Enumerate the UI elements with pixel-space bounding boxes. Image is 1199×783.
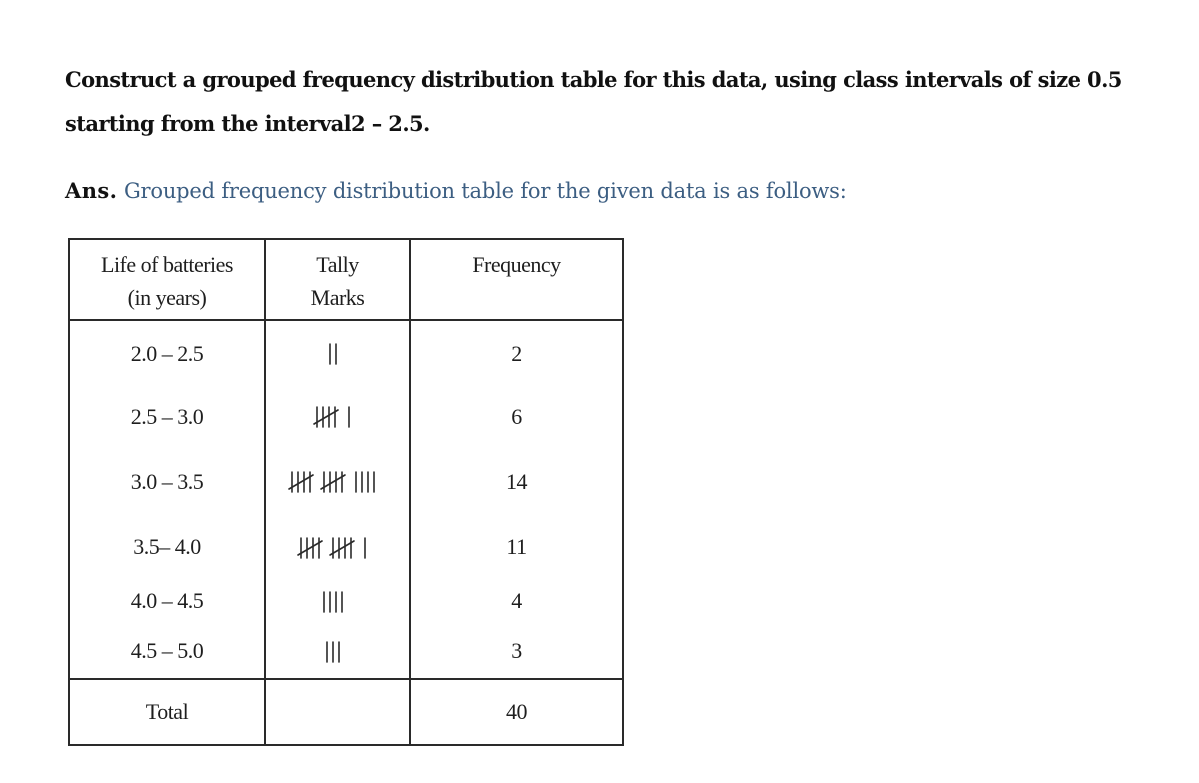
total-frequency: 40: [410, 679, 623, 745]
total-row: [69, 679, 623, 745]
table-row: [69, 320, 623, 386]
interval-cell: 4.0 – 4.5: [69, 578, 265, 624]
tally-marks: [326, 341, 350, 367]
interval-cell: 3.0 – 3.5: [69, 447, 265, 516]
answer-label: Ans.: [65, 178, 118, 203]
frequency-cell: 14: [410, 447, 623, 516]
frequency-cell: 3: [410, 624, 623, 679]
table-header-row: [69, 239, 623, 320]
tally-cell: [265, 386, 410, 447]
tally-marks: [323, 639, 353, 665]
table-row: [69, 624, 623, 679]
answer-line: [65, 173, 1165, 209]
header-tally-line1: Tally: [316, 252, 359, 277]
header-tally-line2: Marks: [310, 285, 365, 310]
header-life-line1: Life of batteries: [101, 252, 233, 277]
tally-marks: [320, 589, 356, 615]
total-label: Total: [69, 679, 265, 745]
interval-cell: 4.5 – 5.0: [69, 624, 265, 679]
tally-marks: [313, 404, 363, 430]
answer-text: Grouped frequency distribution table for the given data is as follows:: [123, 179, 847, 203]
tally-marks: [288, 469, 388, 495]
header-life-line2: (in years): [127, 285, 207, 310]
frequency-distribution-table: [68, 238, 624, 746]
tally-cell: [265, 320, 410, 386]
header-life-of-batteries: [69, 239, 265, 320]
total-tally-cell: [265, 679, 410, 745]
header-frequency: Frequency: [410, 239, 623, 320]
interval-cell: 2.0 – 2.5: [69, 320, 265, 386]
tally-marks: [297, 535, 379, 561]
header-tally-marks: [265, 239, 410, 320]
tally-cell: [265, 578, 410, 624]
frequency-cell: 4: [410, 578, 623, 624]
question-text: Construct a grouped frequency distribution table for this data, using class intervals of size 0.5 starting from the interval2 – 2.5.: [65, 67, 1122, 136]
tally-cell: [265, 447, 410, 516]
interval-cell: 3.5– 4.0: [69, 516, 265, 578]
frequency-cell: 6: [410, 386, 623, 447]
table-row: [69, 516, 623, 578]
table-row: [69, 578, 623, 624]
frequency-cell: 11: [410, 516, 623, 578]
table-row: [69, 447, 623, 516]
table-row: [69, 386, 623, 447]
frequency-cell: 2: [410, 320, 623, 386]
tally-cell: [265, 624, 410, 679]
tally-cell: [265, 516, 410, 578]
frequency-table-image: [68, 238, 622, 738]
interval-cell: 2.5 – 3.0: [69, 386, 265, 447]
